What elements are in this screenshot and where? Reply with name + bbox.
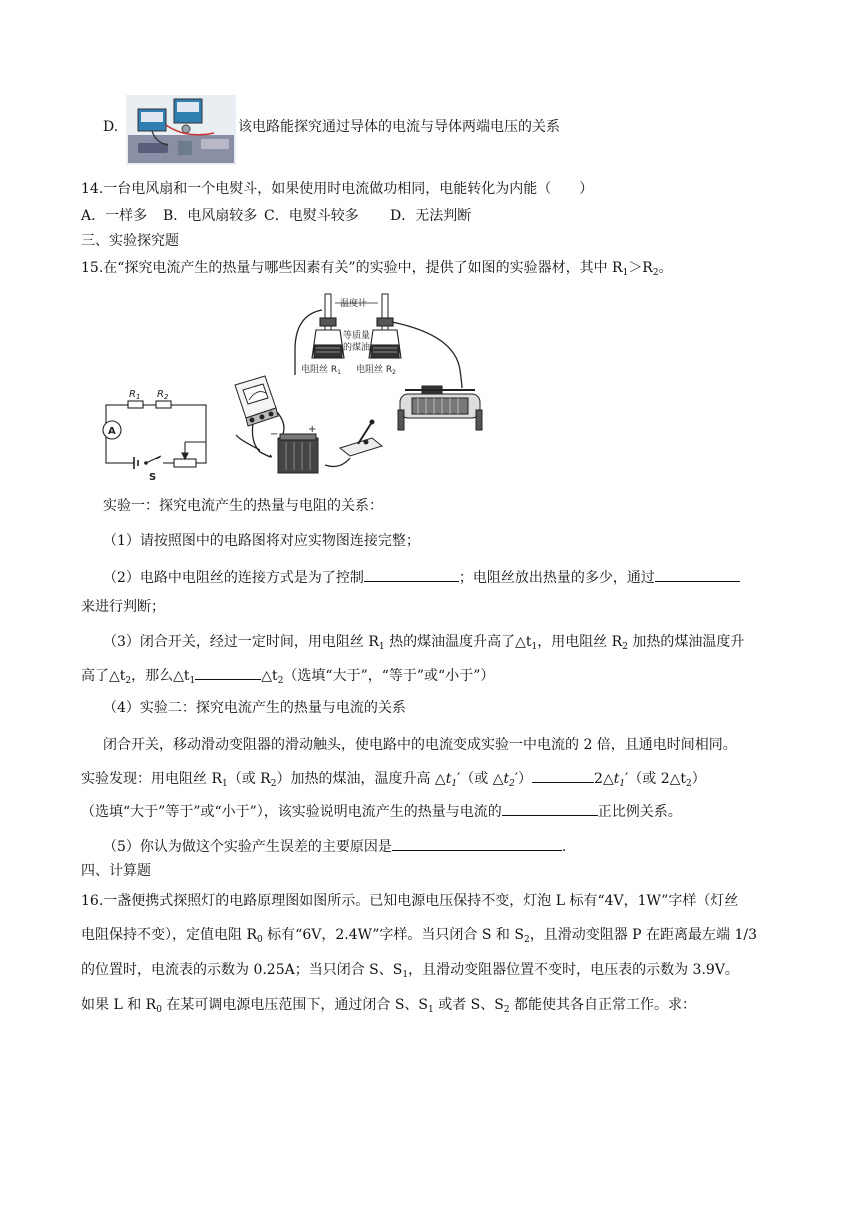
battery — [278, 434, 318, 473]
q16-line-3: 的位置时，电流表的示数为 0.25A；当只闭合 S、$S_1$，且滑动变阻器位置不变时，电压表的示数为 3.9V。 — [81, 962, 739, 980]
q16-line-1: 16.一盏便携式探照灯的电路原理图如图所示。已知电源电压保持不变，灯泡 L 标有“4V，1W”字样（灯丝 — [81, 893, 739, 909]
answer-blank-2a[interactable] — [364, 566, 459, 582]
section-3-heading: 三、实验探究题 — [81, 233, 179, 249]
answer-blank-5[interactable] — [392, 835, 562, 851]
battery-plus-label: + — [308, 424, 317, 435]
option-d-text: 该电路能探究通过导体的电流与导体两端电压的关系 — [238, 119, 560, 135]
q15-part-2: （2）电路中电阻丝的连接方式是为了控制 ；电阻丝放出热量的多少，通过 — [103, 566, 740, 588]
schematic-r1-label: $R_1$ — [129, 389, 141, 401]
q14-stem: 14.一台电风扇和一个电熨斗，如果使用时电流做功相同，电能转化为内能（ ） — [81, 181, 594, 197]
q14-option-b: B．电风扇较多 — [163, 208, 258, 224]
kerosene-label-line2: 的煤油 — [343, 343, 371, 353]
resistor-wire-r1-label: 电阻丝 $R_1$ — [301, 365, 341, 376]
answer-blank-3[interactable] — [195, 664, 261, 680]
schematic-switch-label: S — [149, 472, 157, 483]
q15-experiment-1-title: 实验一：探究电流产生的热量与电阻的关系： — [103, 498, 383, 514]
q15-part-2-cont: 来进行判断； — [81, 599, 165, 615]
resistor-wire-r2-label: 电阻丝 $R_2$ — [356, 365, 396, 376]
option-d-letter: D. — [103, 119, 119, 135]
answer-blank-2b[interactable] — [655, 566, 740, 582]
knife-switch — [340, 420, 382, 456]
schematic-ammeter-label: A — [108, 426, 116, 437]
flask-left — [312, 318, 344, 358]
q16-line-2: 电阻保持不变），定值电阻 $R_0$ 标有“6V，2.4W”字样。当只闭合 S 和 $S_2$，且滑动变阻器 P 在距离最左端 1/3 — [81, 927, 758, 945]
circuit-schematic — [103, 401, 206, 470]
kerosene-label-line1: 等质量 — [343, 331, 371, 341]
q15-experiment-2-finding: 实验发现：用电阻丝 $R_1$（或 $R_2$）加热的煤油，温度升高 $\triangle t_1'$（或 $\triangle t_2'$） $2\triangle t_1'$（或 $2\triangle t_2$） — [81, 767, 706, 789]
q15-experiment-2-desc: 闭合开关，移动滑动变阻器的滑动触头，使电路中的电流变成实验一中电流的 2 倍，且通电时间相同。 — [103, 737, 737, 753]
ammeter-device — [235, 376, 278, 426]
q16-line-4: 如果 L 和 $R_0$ 在某可调电源电压范围下，通过闭合 S、$S_1$ 或者 S、$S_2$ 都能使其各自正常工作。求： — [81, 997, 697, 1015]
battery-minus-label: − — [270, 429, 279, 440]
schematic-r2-label: $R_2$ — [157, 389, 169, 401]
q15-part-5: （5）你认为做这个实验产生误差的主要原因是 . — [103, 835, 566, 857]
rheostat — [398, 386, 482, 430]
answer-blank-4a[interactable] — [532, 767, 594, 783]
q15-part-4: （4）实验二：探究电流产生的热量与电流的关系 — [103, 700, 406, 716]
q15-part-3-line1: （3）闭合开关，经过一定时间，用电阻丝 $R_1$ 热的煤油温度升高了$\triangle t_1$，用电阻丝 $R_2$ 加热的煤油温度升 — [103, 634, 745, 652]
thermometer-label: 温度计 — [340, 299, 368, 309]
flask-right — [369, 318, 401, 358]
q15-part-1: （1）请按照图中的电路图将对应实物图连接完整； — [103, 533, 420, 549]
q14-option-a: A．一样多 — [81, 208, 148, 224]
answer-blank-4b[interactable] — [502, 800, 598, 816]
q15-stem: 15.在“探究电流产生的热量与哪些因素有关”的实验中，提供了如图的实验器材，其中 $R_1>R_2$。 — [81, 260, 673, 278]
q15-experiment-2-conclusion: （选填“大于”等于”或“小于”），该实验说明电流产生的热量与电流的 正比例关系。 — [81, 800, 682, 822]
q14-option-c: C．电熨斗较多 — [264, 208, 359, 224]
section-4-heading: 四、计算题 — [81, 863, 151, 879]
q15-part-3-line2: 高了$\triangle t_2$，那么$\triangle t_1$ $\triangle t_2$（选填“大于”，“等于”或“小于”） — [81, 664, 494, 686]
option-d-circuit-image — [126, 95, 236, 165]
q15-experiment-figure — [100, 290, 620, 486]
q14-option-d: D．无法判断 — [390, 208, 472, 224]
